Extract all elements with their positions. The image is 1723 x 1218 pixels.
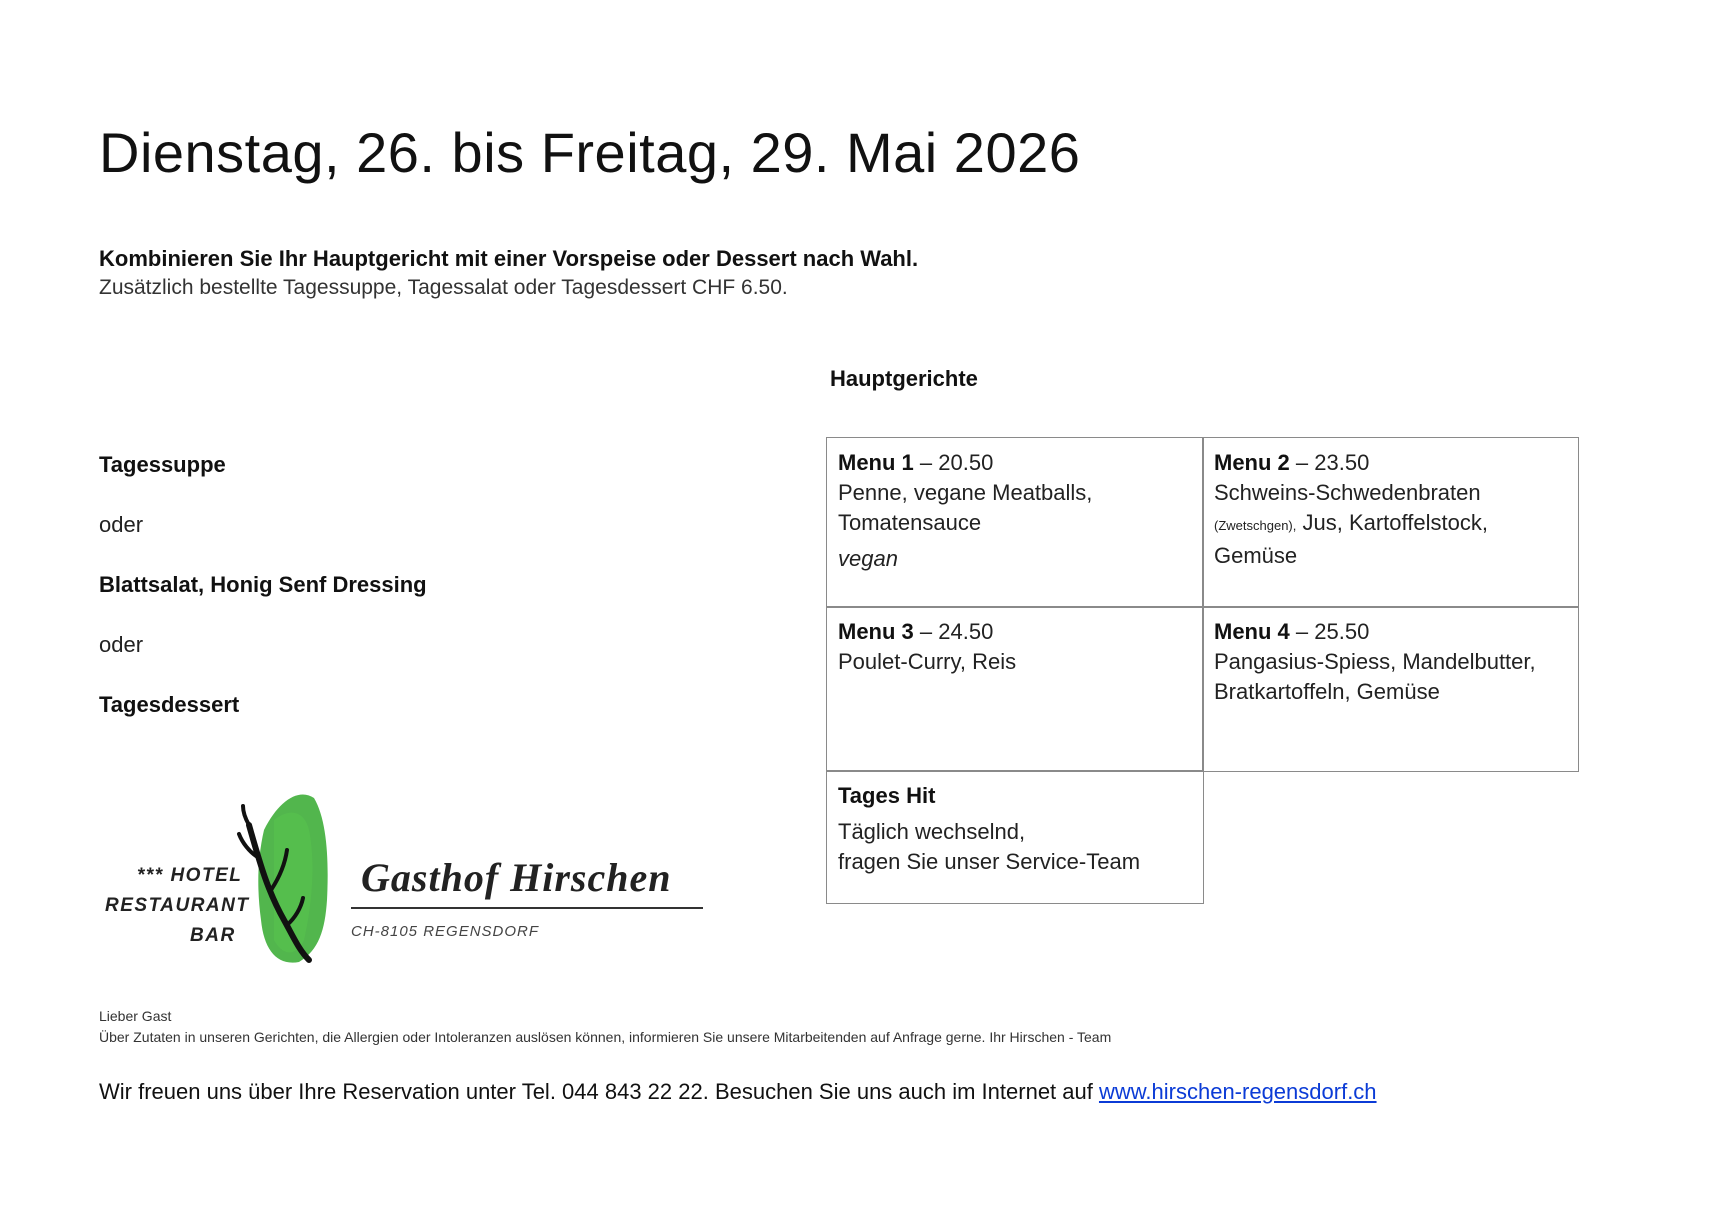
menu-price: – 20.50: [913, 450, 994, 475]
logo-bar-text: BAR: [190, 925, 236, 946]
menu-description: Pangasius-Spiess, Mandelbutter, Bratkartoffeln, Gemüse: [1214, 649, 1536, 704]
menu-cell-1: [826, 437, 1204, 608]
tages-hit-name: Tages Hit: [838, 783, 936, 808]
menu-name: Menu 4: [1214, 619, 1290, 644]
menu-description: Poulet-Curry, Reis: [838, 649, 1017, 674]
intro-subtext: Zusätzlich bestellte Tagessuppe, Tagessalat oder Tagesdessert CHF 6.50.: [99, 276, 788, 299]
menu-price: – 23.50: [1289, 450, 1370, 475]
logo-address-text: CH-8105 REGENSDORF: [351, 923, 540, 940]
logo-restaurant-text: RESTAURANT: [105, 895, 250, 916]
main-courses-heading: Hauptgerichte: [830, 366, 978, 391]
menu-name: Menu 2: [1214, 450, 1290, 475]
menu-description: Penne, vegane Meatballs, Tomatensauce: [838, 480, 1093, 535]
menu-cell-3: [826, 606, 1204, 772]
menu-name: Menu 3: [838, 619, 914, 644]
starter-dessert: Tagesdessert: [99, 692, 240, 717]
starter-or-1: oder: [99, 512, 144, 537]
reservation-footer: [99, 1079, 1377, 1105]
intro-text: Kombinieren Sie Ihr Hauptgericht mit einer Vorspeise oder Dessert nach Wahl.: [99, 246, 919, 271]
starter-or-2: oder: [99, 632, 144, 657]
menu-description: Schweins-Schwedenbraten: [1214, 480, 1481, 505]
menu-cell-2: [1202, 437, 1579, 608]
page-title: Dienstag, 26. bis Freitag, 29. Mai 2026: [99, 121, 1081, 184]
menu-note: vegan: [838, 546, 898, 571]
menu-cell-4: [1202, 606, 1579, 772]
menu-description-rest: Jus, Kartoffelstock, Gemüse: [1214, 510, 1488, 568]
logo-divider: [351, 907, 703, 909]
tages-hit-line-1: Täglich wechselnd,: [838, 819, 1026, 844]
website-link[interactable]: www.hirschen-regensdorf.ch: [1098, 1079, 1377, 1104]
logo-hotel-text: *** HOTEL: [137, 865, 243, 886]
menu-name: Menu 1: [838, 450, 914, 475]
starter-soup: Tagessuppe: [99, 452, 226, 477]
menu-price: – 25.50: [1289, 619, 1370, 644]
menu-description-small: (Zwetschgen),: [1214, 518, 1297, 533]
allergy-notice-text: Über Zutaten in unseren Gerichten, die Allergien oder Intoleranzen auslösen können, informieren Sie unsere Mitarbeitenden auf Anfrage gerne. Ihr Hirschen - Team: [99, 1029, 1112, 1045]
footer-text: Wir freuen uns über Ihre Reservation unter Tel. 044 843 22 22. Besuchen Sie uns auch im Internet auf: [99, 1079, 1099, 1104]
starter-salad: Blattsalat, Honig Senf Dressing: [99, 572, 427, 597]
tages-hit-cell: [826, 770, 1204, 904]
menu-price: – 24.50: [913, 619, 994, 644]
tages-hit-line-2: fragen Sie unser Service-Team: [838, 849, 1141, 874]
menu-table: [826, 437, 1579, 904]
hotel-logo: [99, 790, 704, 970]
allergy-notice-greeting: Lieber Gast: [99, 1008, 172, 1024]
logo-name-text: Gasthof Hirschen: [361, 855, 672, 900]
